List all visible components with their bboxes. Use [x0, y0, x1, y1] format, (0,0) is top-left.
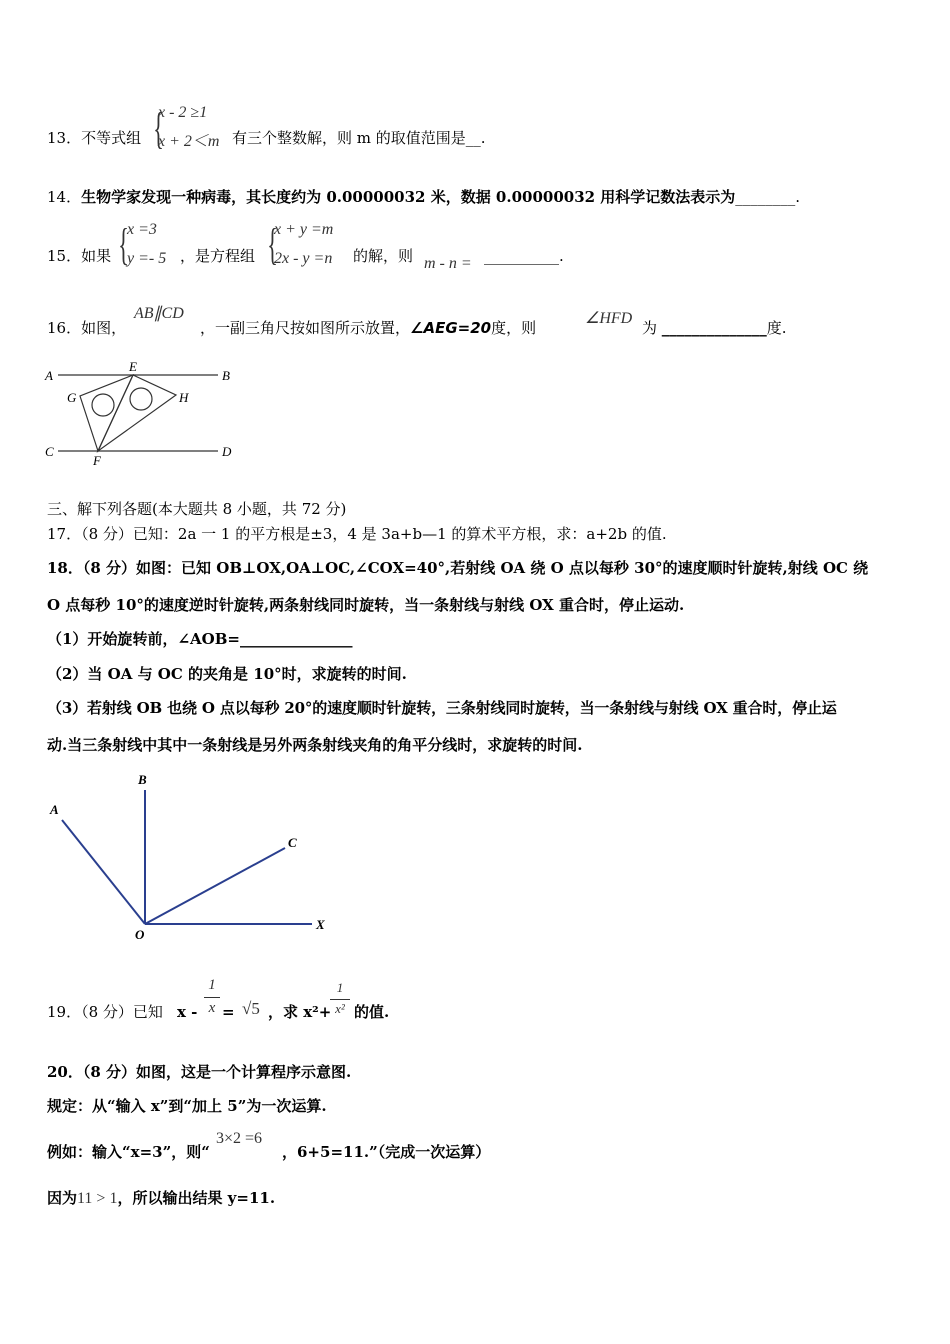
q20-line-2: 规定：从“输入 x”到“加上 5”为一次运算. [47, 1097, 327, 1115]
circle-right [130, 388, 152, 410]
q20-ex-post: ，6+5=11.”（完成一次运算） [282, 1143, 491, 1161]
figure-18 [40, 768, 340, 948]
q18-part-2: （2）当 OA 与 OC 的夹角是 10°时，求旋转的时间. [47, 665, 407, 683]
ray-oa [62, 820, 145, 924]
q15-num: 15． [47, 247, 82, 265]
label-g: G [67, 390, 77, 405]
label-f: F [93, 453, 101, 468]
q19-den: x [204, 997, 220, 1017]
q13 [47, 128, 141, 148]
q16-post: 为 [642, 319, 658, 337]
label-c: C [45, 444, 54, 459]
q18-p1-blank: _______________ [239, 630, 353, 648]
q15-b1: x + y =m [274, 221, 334, 238]
q13-num: 13． [47, 129, 82, 147]
q15-pre: 如果 [81, 247, 112, 265]
q15-tail [484, 246, 564, 266]
q18-part-1 [47, 629, 352, 649]
q15-brace-b: { [267, 220, 278, 269]
q15-mid: ，是方程组 [180, 247, 256, 265]
q15 [47, 246, 111, 266]
q18-line-2: O 点每秒 10°的速度逆时针旋转,两条射线同时旋转，当一条射线与射线 OX 重合时，停止运动. [47, 596, 685, 614]
label-a: A [50, 802, 59, 817]
q19-mid: ，求 x²+ [268, 1003, 332, 1021]
ray-oc [145, 848, 285, 924]
q19-den2: x² [330, 999, 350, 1017]
q19-one2: 1 [336, 980, 344, 995]
label-h: H [179, 390, 189, 405]
q16-mid-line [200, 318, 536, 338]
q16-angle: ∠AEG=20 [410, 319, 492, 337]
q15-blank: __________ [484, 247, 559, 265]
q15-a2: y =- 5 [127, 250, 167, 267]
q13-brace: { [153, 104, 164, 153]
q16-mid: ，一副三角尺按如图所示放置， [200, 319, 411, 337]
q16-blank: ______________ [661, 319, 767, 337]
q19-eq: = [222, 1003, 235, 1021]
q15-end: . [559, 247, 564, 265]
q18-part-3b: 动.当三条射线中其中一条射线是另外两条射线夹角的角平分线时，求旋转的时间. [47, 736, 583, 754]
q15-brace-a: { [118, 220, 129, 269]
q15-post: 的解，则 [353, 247, 414, 265]
q19-frac-2 [330, 980, 350, 1017]
q20-line-1: 20．（8 分）如图，这是一个计算程序示意图. [47, 1063, 352, 1081]
q14-end: . [795, 188, 801, 206]
q19-frac-1 [204, 977, 220, 1017]
q20-example [47, 1142, 210, 1162]
label-o: O [135, 927, 145, 942]
q20-l4-post: ，所以输出结果 y=11. [117, 1189, 276, 1207]
q15-expr: m - n = [424, 255, 472, 272]
q16-mid2: 度，则 [491, 319, 537, 337]
label-c: C [288, 835, 297, 850]
q13-pre: 不等式组 [81, 129, 142, 147]
q19-root: √5 [242, 999, 260, 1018]
q20-ex-pre: 例如：输入“x=3”，则“ [47, 1143, 210, 1161]
q16-num: 16． [47, 319, 82, 337]
q14 [47, 187, 800, 207]
q13-post: 有三个整数解，则 m 的取值范围是 [232, 129, 466, 147]
q19-num: 19．（8 分）已知 [47, 1003, 163, 1021]
q16-tail [642, 318, 787, 338]
label-e: E [129, 359, 137, 374]
q15-a1: x =3 [127, 221, 157, 238]
label-b: B [222, 368, 230, 383]
q13-rest [232, 128, 486, 148]
q15-b2: 2x - y =n [274, 250, 333, 267]
q19-one: 1 [208, 977, 216, 993]
label-d: D [222, 444, 232, 459]
q13-sys-1: x - 2 ≥1 [158, 104, 208, 121]
q14-blank: ________ [735, 188, 796, 206]
label-a: A [45, 368, 53, 383]
q16-cond: AB∥CD [134, 305, 184, 322]
q18-p1: （1）开始旋转前，∠AOB= [47, 630, 240, 648]
q16-end: 度. [766, 319, 787, 337]
label-b: B [138, 772, 147, 787]
circle-left [92, 394, 114, 416]
q20-l4-pre: 因为 [47, 1189, 78, 1207]
q16-ask: ∠HFD [585, 310, 633, 327]
q13-end: . [480, 129, 486, 147]
triangle-egf [80, 375, 133, 451]
q20-line-4 [47, 1188, 275, 1210]
q13-sys-2: x + 2＜m [158, 133, 220, 150]
q19-post: 的值. [354, 1003, 390, 1021]
q18-part-3a: （3）若射线 OB 也绕 O 点以每秒 20°的速度顺时针旋转，三条射线同时旋转，当一条射线与射线 OX 重合时，停止运 [47, 699, 837, 717]
q13-blank: __ [465, 129, 481, 147]
q14-text: 生物学家发现一种病毒，其长度约为 0.00000032 米，数据 0.00000032 用科学记数法表示为 [81, 188, 736, 206]
q20-l4-math: 11 > 1 [77, 1190, 118, 1207]
q17: 17．（8 分）已知：2a 一 1 的平方根是±3，4 是 3a+b—1 的算术平方根，求：a+2b 的值. [47, 525, 667, 543]
section-3-title: 三、解下列各题(本大题共 8 小题，共 72 分) [47, 500, 347, 518]
q20-ex-math: 3×2 =6 [216, 1130, 263, 1147]
q14-num: 14． [47, 188, 82, 206]
label-x: X [316, 917, 325, 932]
q19-num-line [47, 1002, 163, 1022]
figure-16 [40, 358, 240, 470]
q16-pre: 如图， [81, 319, 127, 337]
q18-line-1: 18．（8 分）如图：已知 OB⊥OX,OA⊥OC,∠COX=40°,若射线 OA 绕 O 点以每秒 30°的速度顺时针旋转,射线 OC 绕 [47, 559, 869, 577]
q19-x: x - [177, 1003, 198, 1021]
q16 [47, 318, 126, 338]
